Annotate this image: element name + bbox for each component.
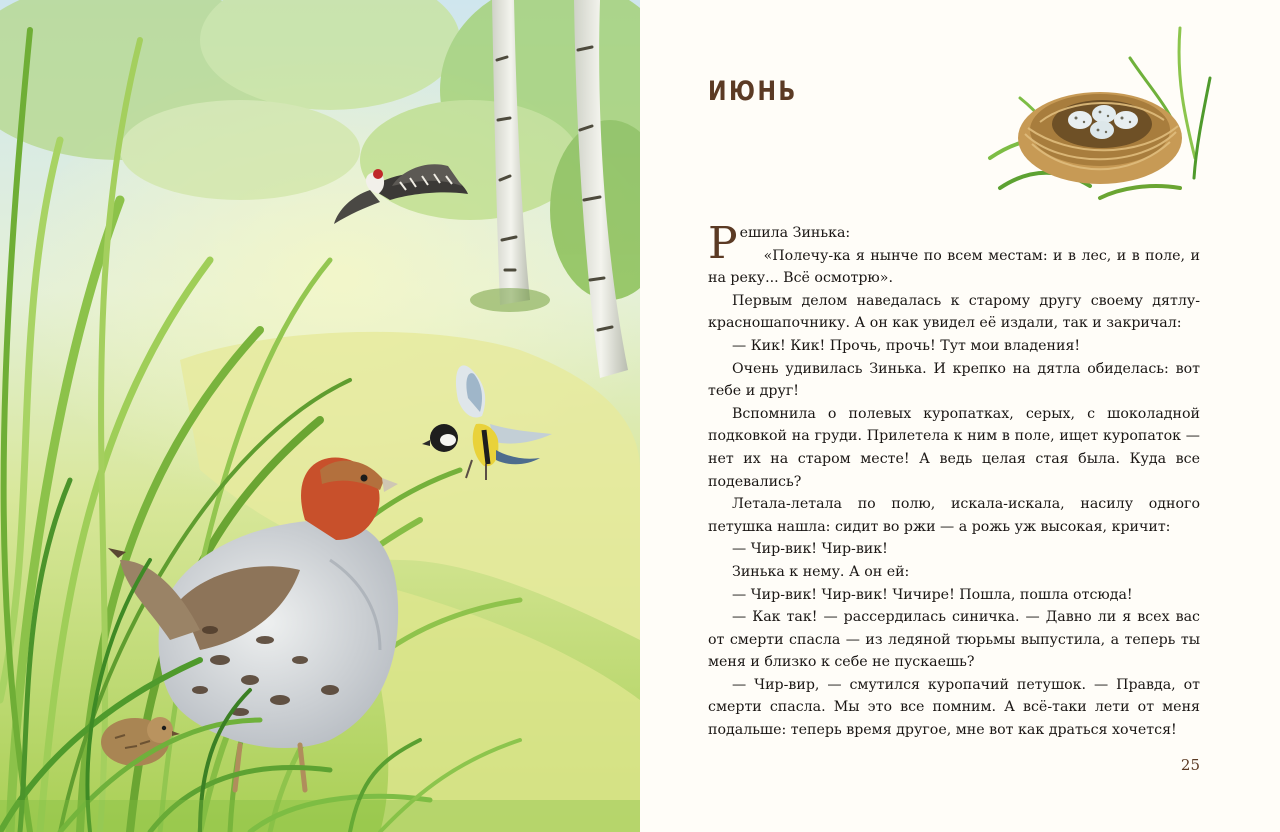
paragraph: — Как так! — рассердилась синичка. — Давно ли я всех вас от смерти спасла — из ледяной тюрьмы выпустила, а теперь ты меня и близко к себе не пускаешь? xyxy=(708,609,1200,671)
chapter-title: ИЮНЬ xyxy=(708,76,798,107)
page-number: 25 xyxy=(1180,756,1200,774)
paragraph: — Чир-вир, — смутился куропачий петушок. — Правда, от смерти спасла. Мы это все помним. А всё-таки лети от меня подальше: теперь время другое, мне вот как драться хочется! xyxy=(708,676,1200,739)
paragraph: — Чир-вик! Чир-вик! Чичире! Пошла, пошла отсюда! xyxy=(732,586,1133,603)
paragraph-1: Решила Зинька: xyxy=(708,218,851,269)
paragraph: «Полечу-ка я нынче по всем местам: и в лес, и в поле, и на реку... Всё осмотрю». xyxy=(708,247,1200,287)
paragraph: — Чир-вик! Чир-вик! xyxy=(732,541,888,558)
paragraph: Вспомнила о полевых куропатках, серых, с шоколадной подковкой на груди. Прилетела к ним в поле, ищет куропаток — нет их на старом месте! А ведь целая стая была. Куда все подевались? xyxy=(708,405,1200,490)
paragraph: Зинька к нему. А он ей: xyxy=(732,563,910,580)
drop-cap: Р xyxy=(708,218,738,269)
bird-nest-illustration xyxy=(980,18,1230,218)
paragraph: Первым делом наведалась к старому другу своему дятлу-красношапочнику. А он как увидел её издали, так и закричал: xyxy=(708,292,1200,332)
paragraph: — Кик! Кик! Прочь, прочь! Тут мои владения! xyxy=(732,337,1081,354)
story-text xyxy=(708,218,1200,742)
text-page xyxy=(640,0,1280,832)
paragraph: Летала-летала по полю, искала-искала, насилу одного петушка нашла: сидит во ржи — а рожь уж высокая, кричит: xyxy=(708,496,1200,535)
paragraph: Очень удивилась Зинька. И крепко на дятла обиделась: вот тебе и друг! xyxy=(708,360,1200,400)
